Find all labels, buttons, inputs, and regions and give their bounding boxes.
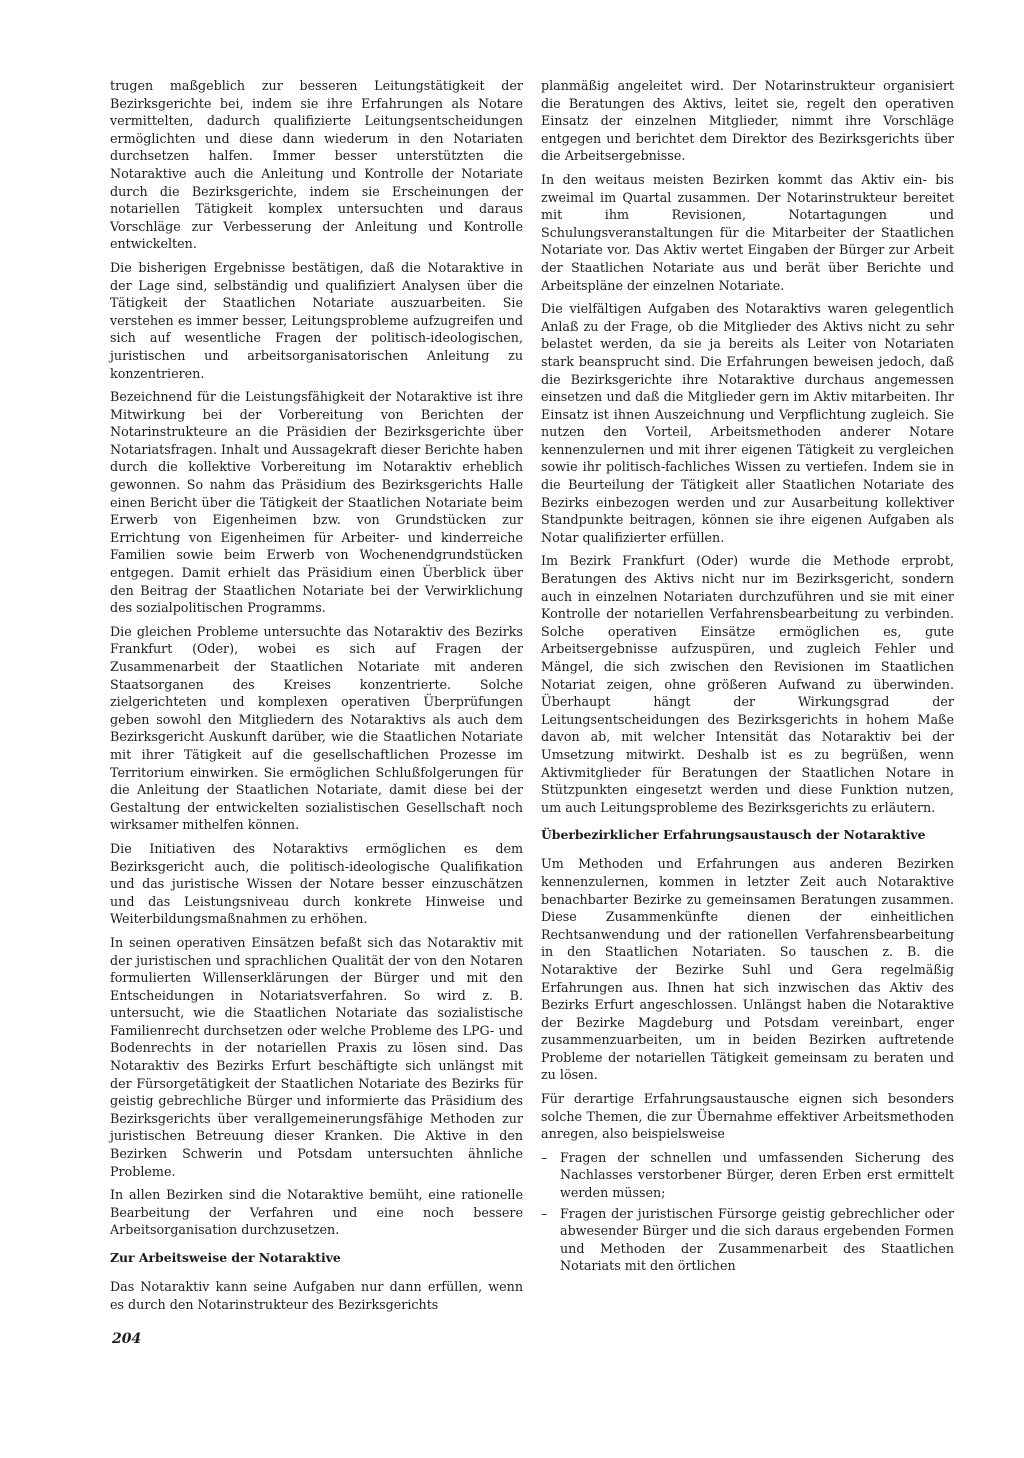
paragraph: Das Notaraktiv kann seine Aufgaben nur dann erfüllen, wenn es durch den Notarinstrukteur des Bezirksgerichts [110, 1279, 523, 1312]
paragraph: Die bisherigen Ergebnisse bestätigen, daß die Notaraktive in der Lage sind, selbständig und qualifiziert Analysen über die Tätigkeit der Staatlichen Notariate auszuarbeiten. Sie verstehen es immer besser, Leitungsprobleme aufzugreifen und sich auf wesentliche Fragen der politisch-ideologischen, juristischen und arbeitsorganisatorischen Anleitung zu konzentrieren. [110, 259, 523, 381]
paragraph: In allen Bezirken sind die Notaraktive bemüht, eine rationelle Bearbeitung der Verfahren und eine noch bessere Arbeitsorganisation durchzusetzen. [110, 1187, 523, 1238]
list-item: – Fragen der schnellen und umfassenden Sicherung des Nachlasses verstorbener Bürger, deren Erben erst ermittelt werden müssen; [541, 1149, 954, 1202]
section-heading: Überbezirklicher Erfahrungsaustausch der Notaraktive [541, 827, 926, 843]
list-item: – Fragen der juristischen Fürsorge geistig gebrechlicher oder abwesender Bürger und die sich daraus ergebenden Formen und Methoden der Zusammenarbeit des Staatlichen Notariats mit den örtlichen [541, 1205, 954, 1275]
paragraph: In den weitaus meisten Bezirken kommt das Aktiv ein- bis zweimal im Quartal zusammen. Der Notarinstrukteur bereitet mit ihm Revisionen, Notartagungen und Schulungsveranstaltungen für die Mitarbeiter der Staatlichen Notariate vor. Das Aktiv wertet Eingaben der Bürger zur Arbeit der Staatlichen Notariate aus und berät über Berichte und Arbeitspläne der einzelnen Notariate. [541, 171, 954, 293]
paragraph: planmäßig angeleitet wird. Der Notarinstrukteur organisiert die Beratungen des Aktivs, leitet sie, regelt den operativen Einsatz der einzelnen Mitglieder, nimmt ihre Vorschläge entgegen und berichtet dem Direktor des Bezirksgerichts über die Arbeitsergebnisse. [541, 78, 954, 164]
paragraph: Die gleichen Probleme untersuchte das Notaraktiv des Bezirks Frankfurt (Oder), wobei es sich auf Fragen der Zusammenarbeit der Staatlichen Notariate mit anderen Staatsorganen des Kreises konzentrierte. Solche zielgerichteten und komplexen operativen Überprüfungen geben sowohl den Mitgliedern des Notaraktivs als auch dem Bezirksgericht Auskunft darüber, wie die Staatlichen Notariate mit ihrer Tätigkeit auf die gesellschaftlichen Prozesse im Territorium einwirken. Sie ermöglichen Schlußfolgerungen für die Anleitung der Staatlichen Notariate, damit diese bei der Gestaltung der entwickelten sozialistischen Gesellschaft noch wirksamer mithelfen können. [110, 623, 523, 833]
paragraph: trugen maßgeblich zur besseren Leitungstätigkeit der Bezirksgerichte bei, indem sie ihre Erfahrungen als Notare vermittelten, dadurch qualifizierte Leitungsentscheidungen ermöglichten und diese dann wiederum in den Notariaten durchsetzen halfen. Immer besser unterstützten die Notaraktive auch die Anleitung und Kontrolle der Notariate durch die Bezirksgerichte, indem sie Erscheinungen der notariellen Tätigkeit komplex untersuchten und daraus Vorschläge zur Verbesserung der Anleitung und Kontrolle entwickelten. [110, 78, 523, 252]
paragraph: Für derartige Erfahrungsaustausche eignen sich besonders solche Themen, die zur Übernahme effektiver Arbeitsmethoden anregen, also beispielsweise [541, 1091, 954, 1142]
paragraph: Die vielfältigen Aufgaben des Notaraktivs waren gelegentlich Anlaß zu der Frage, ob die Mitglieder des Aktivs nicht zu sehr belastet werden, da sie ja bereits als Leiter von Notariaten stark beansprucht sind. Die Erfahrungen beweisen jedoch, daß die Bezirksgerichte ihre Notaraktive durchaus angemessen einsetzen und daß die Mitglieder gern im Aktiv mitarbeiten. Ihr Einsatz ist ihnen Auszeichnung und Verpflichtung zugleich. Sie nutzen den Vorteil, Arbeitsmethoden anderer Notare kennenzulernen und mit ihrer eigenen Tätigkeit zu vergleichen sowie ihr politisch-fachliches Wissen zu vertiefen. Indem sie in die Beurteilung der Tätigkeit aller Staatlichen Notariate des Bezirks einbezogen werden und zur Ausarbeitung kollektiver Standpunkte beitragen, können sie ihre eigenen Aufgaben als Notar qualifizierter erfüllen. [541, 301, 954, 545]
paragraph: Bezeichnend für die Leistungsfähigkeit der Notaraktive ist ihre Mitwirkung bei der Vorbereitung von Berichten der Notarinstrukteure an die Präsidien der Bezirksgerichte über Notariatsfragen. Inhalt und Aussagekraft dieser Berichte haben durch die kollektive Vorbereitung im Notaraktiv erheblich gewonnen. So nahm das Präsidium des Bezirksgerichts Halle einen Bericht über die Tätigkeit der Staatlichen Notariate beim Erwerb von Eigenheimen bzw. von Grundstücken zur Errichtung von Eigenheimen für Arbeiter- und kinderreiche Familien sowie beim Erwerb von Wochenendgrundstücken entgegen. Damit erhielt das Präsidium einen Überblick über den Beitrag der Staatlichen Notariate bei der Verwirklichung des sozialpolitischen Programms. [110, 389, 523, 616]
page-number: 204 [112, 1331, 142, 1347]
section-heading: Zur Arbeitsweise der Notaraktive [110, 1250, 341, 1265]
paragraph: In seinen operativen Einsätzen befaßt sich das Notaraktiv mit der juristischen und sprachlichen Qualität der von den Notaren formulierten Willenserklärungen der Bürger und mit den Entscheidungen in Notariatsverfahren. So wird z. B. untersucht, wie die Staatlichen Notariate das sozialistische Familienrecht durchsetzen oder welche Probleme des LPG- und Bodenrechts in der notariellen Praxis zu lösen sind. Das Notaraktiv des Bezirks Erfurt beschäftigte sich unlängst mit der Fürsorgetätigkeit der Staatlichen Notariate des Bezirks für geistig gebrechliche Bürger und informierte das Präsidium des Bezirksgerichts über verallgemeinerungsfähige Methoden zur juristischen Betreuung dieser Kranken. Die Aktive in den Bezirken Schwerin und Potsdam untersuchten ähnliche Probleme. [110, 934, 523, 1179]
paragraph: Um Methoden und Erfahrungen aus anderen Bezirken kennenzulernen, kommen in letzter Zeit auch Notaraktive benachbarter Bezirke zu gemeinsamen Beratungen zusammen. Diese Zusammenkünfte dienen der einheitlichen Rechtsanwendung und der rationellen Verfahrensbearbeitung in den Staatlichen Notariaten. So tauschen z. B. die Notaraktive der Bezirke Suhl und Gera regelmäßig Erfahrungen aus. Ihnen hat sich inzwischen das Aktiv des Bezirks Erfurt angeschlossen. Unlängst haben die Notaraktive der Bezirke Magdeburg und Potsdam vereinbart, enger zusammenzuarbeiten, um in beiden Bezirken auftretende Probleme der notariellen Tätigkeit gemeinsam zu beraten und zu lösen. [541, 856, 954, 1083]
left-column [110, 77, 523, 1319]
right-column [541, 77, 954, 1278]
bullet-list [541, 1149, 954, 1275]
paragraph: Im Bezirk Frankfurt (Oder) wurde die Methode erprobt, Beratungen des Aktivs nicht nur im Bezirksgericht, sondern auch in einzelnen Notariaten durchzuführen und sie mit einer Kontrolle der notariellen Verfahrensbearbeitung zu verbinden. Solche operativen Einsätze ermöglichen es, gute Arbeitsergebnisse aufzuspüren, und zugleich Fehler und Mängel, die sich zwischen den Revisionen im Staatlichen Notariat zeigen, ohne größeren Aufwand zu überwinden. Überhaupt hängt der Wirkungsgrad der Leitungsentscheidungen des Bezirksgerichts in hohem Maße davon ab, mit welcher Intensität das Notaraktiv bei der Umsetzung mitwirkt. Deshalb ist es zu begrüßen, wenn Aktivmitglieder für Beratungen der Staatlichen Notare in Stützpunkten eingesetzt werden und diese Funktion nutzen, um auch Leitungsprobleme des Bezirksgerichts zu erläutern. [541, 553, 954, 815]
paragraph: Die Initiativen des Notaraktivs ermöglichen es dem Bezirksgericht auch, die politisch-ideologische Qualifikation und das juristische Wissen der Notare besser einzuschätzen und das Leistungsniveau durch konkrete Hinweise und Weiterbildungsmaßnahmen zu erhöhen. [110, 840, 523, 927]
